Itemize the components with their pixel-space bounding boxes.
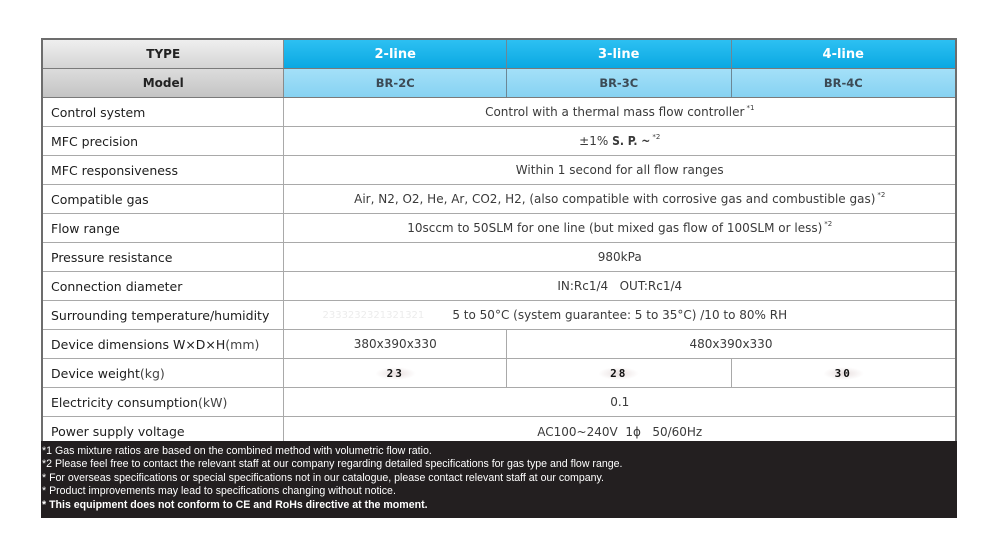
- row-label: Electricity consumption (kW): [43, 388, 284, 416]
- row-control-system: [43, 98, 955, 127]
- row-label: Surrounding temperature/humidity: [43, 301, 284, 329]
- row-value: Within 1 second for all flow ranges: [515, 163, 724, 177]
- footnote-4: * Product improvements may lead to specifications changing without notice.: [42, 485, 396, 498]
- row-dimensions: [43, 330, 955, 359]
- row-label: MFC responsiveness: [43, 156, 284, 184]
- weight-2-line: 23: [284, 359, 507, 387]
- row-mfc-responsiveness: [43, 156, 955, 185]
- type-2-line: 2-line: [284, 40, 507, 68]
- footnote-2: *2 Please feel free to contact the relevant staff at our company regarding detailed specifications for gas type and flow range.: [42, 458, 623, 471]
- footnote-3: * For overseas specifications or special specifications not in our catalogue, please contact relevant staff at our company.: [42, 471, 604, 484]
- model-br-4c: BR-4C: [732, 69, 956, 97]
- row-pressure-resistance: [43, 243, 955, 272]
- footnote-ref: *2: [824, 220, 833, 228]
- row-value: 2333232321321321 5 to 50°C (system guarantee: 5 to 35°C) /10 to 80% RH: [322, 308, 788, 322]
- row-label: Power supply voltage: [43, 417, 284, 446]
- row-value: 980kPa: [597, 250, 642, 264]
- footnote-5: * This equipment does not conform to CE and RoHs directive at the moment.: [42, 498, 428, 511]
- watermark-text: 2333232321321321: [322, 309, 425, 321]
- type-header-row: [43, 40, 955, 69]
- footnote-ref: *1: [746, 104, 755, 112]
- dimensions-3-4-line: 480x390x330: [689, 337, 773, 351]
- row-value: Air, N2, O2, He, Ar, CO2, H2, (also compatible with corrosive gas and combustible gas) $^{*2}$: [354, 191, 886, 206]
- model-label: Model: [43, 69, 284, 97]
- type-4-line: 4-line: [732, 40, 956, 68]
- footnote-1: *1 Gas mixture ratios are based on the combined method with volumetric flow ratio.: [42, 445, 432, 457]
- row-label: Compatible gas: [43, 185, 284, 213]
- row-surrounding: [43, 301, 955, 330]
- row-value: ±1% S. P. ~ $^{*2}$: [579, 133, 661, 148]
- row-label: Pressure resistance: [43, 243, 284, 271]
- row-label: Device dimensions W×D×H (mm): [43, 330, 284, 358]
- type-label: TYPE: [43, 40, 284, 68]
- row-weight: [43, 359, 955, 388]
- row-flow-range: [43, 214, 955, 243]
- model-br-3c: BR-3C: [507, 69, 732, 97]
- weight-4-line: 30: [732, 359, 956, 387]
- footnotes: [41, 441, 957, 518]
- footnote-ref: *2: [652, 133, 661, 141]
- type-3-line: 3-line: [507, 40, 732, 68]
- row-label: Device weight (kg): [43, 359, 284, 387]
- weight-3-line: 28: [507, 359, 732, 387]
- row-value: 10sccm to 50SLM for one line (but mixed gas flow of 100SLM or less) $^{*2}$: [407, 220, 833, 235]
- row-electricity: [43, 388, 955, 417]
- dimensions-2-line: 380x390x330: [284, 330, 507, 358]
- row-compatible-gas: [43, 185, 955, 214]
- row-value: IN:Rc1/4 OUT:Rc1/4: [557, 279, 683, 293]
- spec-table: [41, 38, 957, 446]
- row-label: MFC precision: [43, 127, 284, 155]
- model-br-2c: BR-2C: [284, 69, 507, 97]
- row-value: AC100~240V 1ϕ 50/60Hz: [537, 424, 703, 439]
- footnote-ref: *2: [877, 191, 886, 199]
- row-label: Connection diameter: [43, 272, 284, 300]
- row-value: 0.1: [610, 395, 630, 409]
- row-value: Control with a thermal mass flow controller $^{*1}$: [485, 104, 755, 119]
- row-label: Flow range: [43, 214, 284, 242]
- model-header-row: [43, 69, 955, 98]
- row-connection-diameter: [43, 272, 955, 301]
- row-mfc-precision: [43, 127, 955, 156]
- row-label: Control system: [43, 98, 284, 126]
